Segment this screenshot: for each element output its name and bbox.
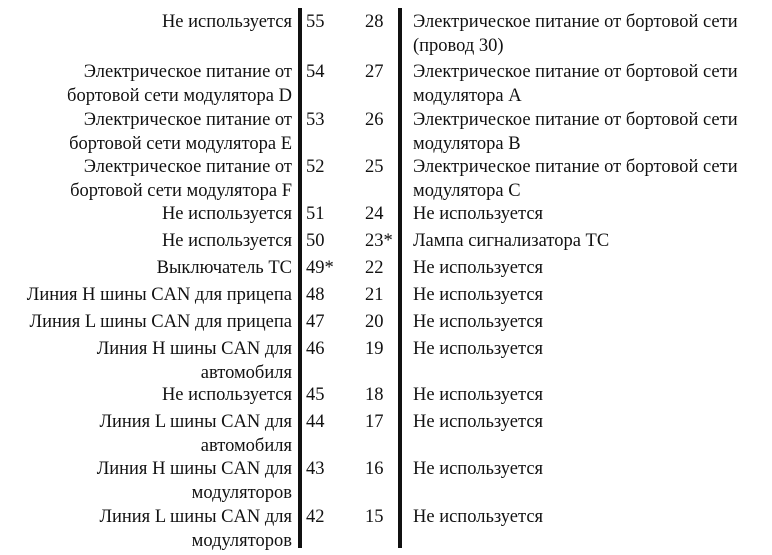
- label-line: модуляторов: [191, 483, 292, 503]
- left-pin-label: [2, 10, 292, 34]
- right-pin-label: [413, 256, 769, 280]
- label-line: Не используется: [161, 204, 292, 224]
- right-pin-label: [413, 283, 769, 307]
- label-line: Не используется: [161, 12, 292, 32]
- right-pin-label: [413, 310, 769, 334]
- label-line: Линия H шины CAN для прицепа: [26, 285, 292, 305]
- label-line: Электрическое питание от: [83, 157, 292, 177]
- right-pin-number: 15: [365, 507, 384, 527]
- left-pin-number: 48: [306, 285, 325, 305]
- label-line: Не используется: [413, 285, 544, 305]
- right-pin-number: 17: [365, 412, 384, 432]
- label-line: Линия L шины CAN для: [99, 412, 292, 432]
- left-pin-label: [2, 457, 292, 505]
- label-line: Не используется: [413, 412, 544, 432]
- label-line: Электрическое питание от бортовой сети: [413, 157, 738, 177]
- right-pin-label: [413, 108, 769, 156]
- left-pin-number: 45: [306, 385, 325, 405]
- left-pin-label: [2, 383, 292, 407]
- right-pin-label: [413, 457, 769, 481]
- label-line: автомобиля: [200, 363, 292, 383]
- left-pin-label: [2, 108, 292, 156]
- left-pin-label: [2, 256, 292, 280]
- right-pin-number: 22: [365, 258, 384, 278]
- label-line: бортовой сети модулятора F: [70, 181, 292, 201]
- left-pin-number: 52: [306, 157, 325, 177]
- right-pin-number: 27: [365, 62, 384, 82]
- right-pin-number: 26: [365, 110, 384, 130]
- left-pin-label: [2, 283, 292, 307]
- right-pin-label: [413, 202, 769, 226]
- right-pin-label: [413, 229, 769, 253]
- label-line: Не используется: [413, 459, 544, 479]
- left-pin-number: 47: [306, 312, 325, 332]
- right-pin-number: 19: [365, 339, 384, 359]
- right-pin-label: [413, 60, 769, 108]
- right-pin-label: [413, 410, 769, 434]
- left-pin-number: 42: [306, 507, 325, 527]
- label-line: Линия H шины CAN для: [96, 459, 292, 479]
- right-pin-number: 28: [365, 12, 384, 32]
- label-line: Электрическое питание от: [83, 110, 292, 130]
- label-line: модулятора C: [413, 181, 521, 201]
- label-line: Не используется: [413, 507, 544, 527]
- label-line: Выключатель TC: [156, 258, 292, 278]
- left-pin-label: [2, 60, 292, 108]
- left-pin-label: [2, 410, 292, 458]
- label-line: (провод 30): [413, 36, 504, 56]
- label-line: Электрическое питание от бортовой сети: [413, 110, 738, 130]
- label-line: Не используется: [413, 204, 544, 224]
- label-line: модулятора B: [413, 134, 521, 154]
- label-line: бортовой сети модулятора E: [69, 134, 292, 154]
- label-line: бортовой сети модулятора D: [67, 86, 292, 106]
- left-pin-label: [2, 229, 292, 253]
- left-pin-label: [2, 310, 292, 334]
- right-pin-number: 23*: [365, 231, 393, 251]
- label-line: Электрическое питание от: [83, 62, 292, 82]
- right-pin-label: [413, 337, 769, 361]
- left-pin-number: 49*: [306, 258, 334, 278]
- left-pin-number: 55: [306, 12, 325, 32]
- label-line: Электрическое питание от бортовой сети: [413, 62, 738, 82]
- label-line: Не используется: [161, 231, 292, 251]
- label-line: Не используется: [413, 339, 544, 359]
- right-pin-number: 18: [365, 385, 384, 405]
- left-pin-number: 51: [306, 204, 325, 224]
- left-pin-label: [2, 202, 292, 226]
- label-line: модуляторов: [191, 531, 292, 551]
- right-pin-label: [413, 505, 769, 529]
- left-pin-number: 46: [306, 339, 325, 359]
- label-line: автомобиля: [200, 436, 292, 456]
- left-pin-label: [2, 337, 292, 385]
- left-pin-number: 53: [306, 110, 325, 130]
- right-pin-number: 24: [365, 204, 384, 224]
- label-line: Электрическое питание от бортовой сети: [413, 12, 738, 32]
- label-line: Не используется: [413, 385, 544, 405]
- left-pin-label: [2, 155, 292, 203]
- right-pin-label: [413, 155, 769, 203]
- right-pin-number: 20: [365, 312, 384, 332]
- label-line: Не используется: [161, 385, 292, 405]
- right-pin-label: [413, 383, 769, 407]
- right-pin-number: 21: [365, 285, 384, 305]
- right-pin-number: 16: [365, 459, 384, 479]
- label-line: Линия L шины CAN для: [99, 507, 292, 527]
- left-pin-number: 44: [306, 412, 325, 432]
- label-line: модулятора A: [413, 86, 522, 106]
- label-line: Не используется: [413, 312, 544, 332]
- left-pin-number: 50: [306, 231, 325, 251]
- left-pin-label: [2, 505, 292, 553]
- right-pin-label: [413, 10, 769, 58]
- right-pin-number: 25: [365, 157, 384, 177]
- label-line: Не используется: [413, 258, 544, 278]
- label-line: Линия H шины CAN для: [96, 339, 292, 359]
- label-line: Лампа сигнализатора TC: [413, 231, 610, 251]
- left-pin-number: 43: [306, 459, 325, 479]
- label-line: Линия L шины CAN для прицепа: [29, 312, 292, 332]
- left-pin-number: 54: [306, 62, 325, 82]
